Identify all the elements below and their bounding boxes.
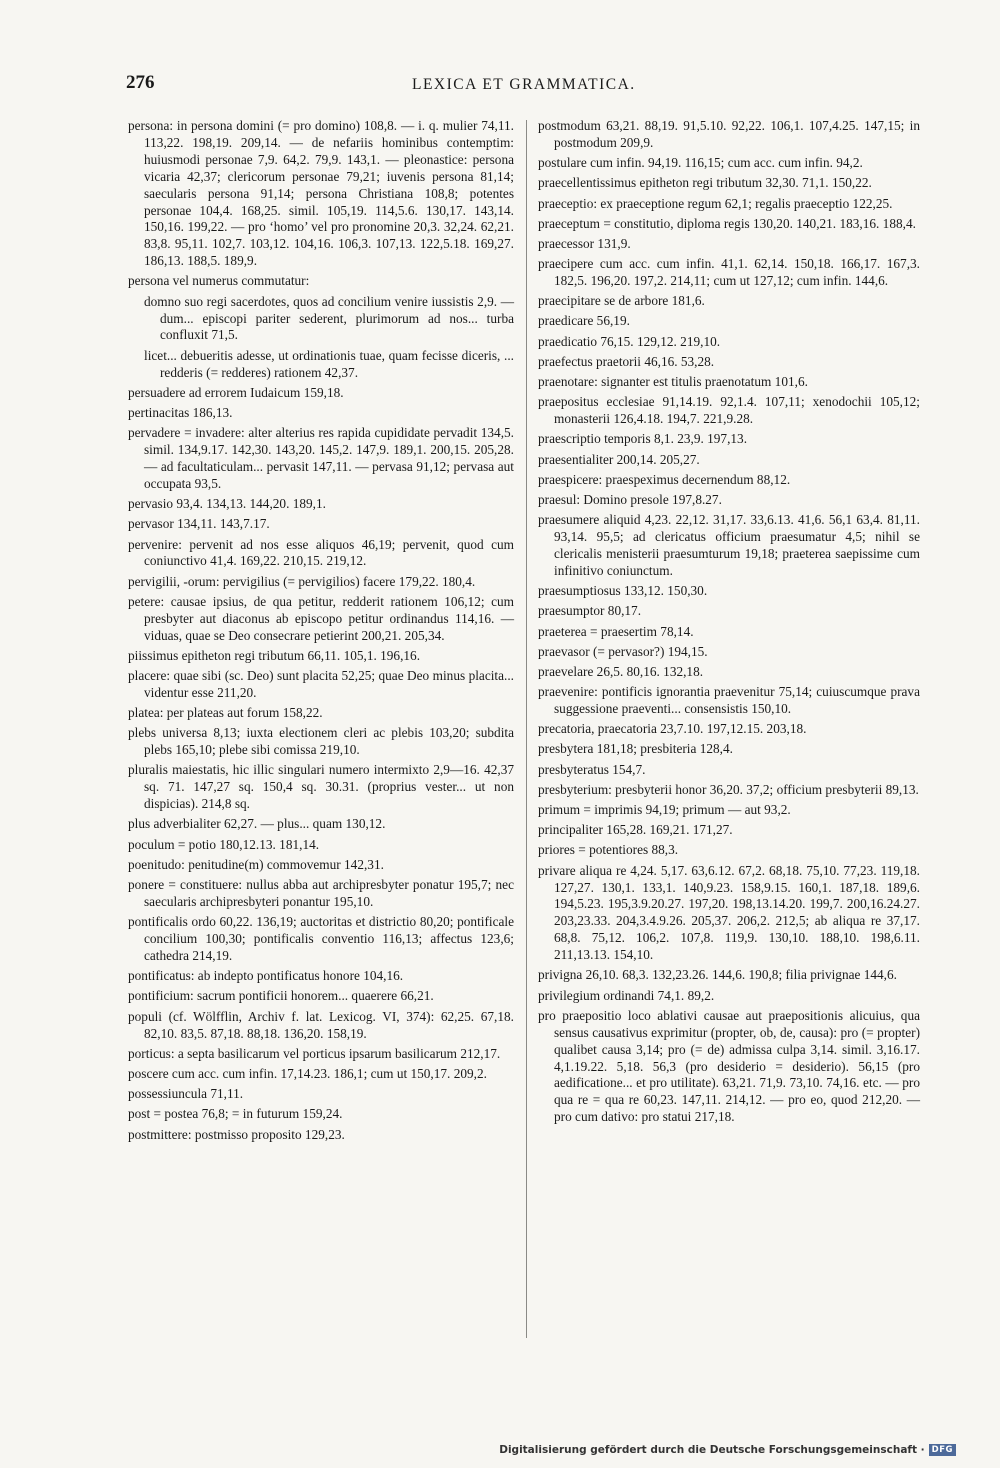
lexicon-entry: plebs universa 8,13; iuxta electionem cleri ac plebis 103,20; subdita plebs 165,10; plebe sibi comissa 219,10. (128, 725, 514, 758)
lexicon-entry: priores = potentiores 88,3. (538, 842, 679, 858)
lexicon-entry: plus adverbialiter 62,27. — plus... quam 130,12. (128, 816, 386, 832)
lexicon-entry: poculum = potio 180,12.13. 181,14. (128, 836, 320, 852)
lexicon-entry: poscere cum acc. cum infin. 17,14.23. 186,1; cum ut 150,17. 209,2. (128, 1065, 487, 1081)
lexicon-entry: praevasor (= pervasor?) 194,15. (538, 643, 708, 659)
lexicon-entry: praesumere aliquid 4,23. 22,12. 31,17. 33,6.13. 41,6. 56,1 63,4. 81,11. 93,14. 95,5; ad clericatus officium praesumatur 4,5; nihil se clericalis menisterii praesumturum 19,18; praeterea saepissime cum infinitivo coniunctum. (538, 512, 920, 578)
lexicon-entry: praecipitare se de arbore 181,6. (538, 293, 705, 309)
lexicon-entry: praedicare 56,19. (538, 313, 630, 329)
lexicon-entry: persuadere ad errorem Iudaicum 159,18. (128, 384, 344, 400)
lexicon-entry: postmodum 63,21. 88,19. 91,5.10. 92,22. 106,1. 107,4.25. 147,15; in postmodum 209,9. (538, 118, 920, 150)
lexicon-entry: praescriptio temporis 8,1. 23,9. 197,13. (538, 431, 748, 447)
lexicon-entry: porticus: a septa basilicarum vel porticus ipsarum basilicarum 212,17. (128, 1045, 501, 1061)
lexicon-entry: postulare cum infin. 94,19. 116,15; cum acc. cum infin. 94,2. (538, 155, 863, 171)
lexicon-entry: praecellentissimus epitheton regi tributum 32,30. 71,1. 150,22. (538, 175, 872, 191)
lexicon-entry: privare aliqua re 4,24. 5,17. 63,6.12. 67,2. 68,18. 75,10. 77,23. 119,18. 127,27. 130,1. 133,1. 140,9.23. 158,9.15. 160,1. 187,18. 189,6. 194,5.23. 195,3.9.20.27. 197,20. 198,13.14.20. 199,7. 200,16.24.27. 203,23.33. 204,3.4.9.26. 205,37. 206,2. 212,5; ab aliqua re 37,17. 68,8. 75,12. 106,2. 107,8. 119,9. 130,10. 188,10. 198,6.11. 211,13.13. 154,10. (538, 862, 920, 963)
lexicon-entry: praespicere: praespeximus decernendum 88,12. (538, 471, 791, 487)
lexicon-entry: persona vel numerus commutatur: (128, 273, 310, 289)
lexicon-entry: piissimus epitheton regi tributum 66,11. 105,1. 196,16. (128, 647, 421, 663)
lexicon-entry: pervadere = invadere: alter alterius res rapida cupididate pervadit 134,5. simil. 134,9.17. 142,30. 143,20. 145,2. 147,9. 189,1. 200,15. 205,28. — ad facultaticulam... pervasit 147,11. — pervasa 91,12; pervasa aut occupata 93,5. (128, 425, 514, 491)
lexicon-entry: persona: in persona domini (= pro domino) 108,8. — i. q. mulier 74,11. 113,22. 198,19. 209,14. — de nefariis hominibus contemptim: huiusmodi personae 7,9. 64,2. 79,9. 143,1. — pleonastice: persona vicaria 42,37; clericorum personae 79,21; iuvenis persona 81,14; saecularis persona 91,14; persona Christiana 108,8; potentes personae 104,4. 168,25. simil. 105,19. 114,5.6. 130,17. 143,14. 150,16. 199,22. — pro ‘homo’ vel pro pronomine 20,3. 32,24. 62,21. 83,8. 95,11. 102,7. 103,12. 104,16. 106,3. 107,13. 122,5.18. 169,27. 186,13. 188,5. 189,9. (128, 118, 514, 269)
lexicon-entry: poenitudo: penitudine(m) commovemur 142,31. (128, 856, 384, 872)
lexicon-entry: praecessor 131,9. (538, 235, 631, 251)
lexicon-entry: post = postea 76,8; = in futurum 159,24. (128, 1106, 343, 1122)
page-number: 276 (126, 72, 155, 93)
left-column (128, 118, 514, 1147)
dfg-logo: DFG (929, 1444, 956, 1456)
lexicon-entry: praeceptum = constitutio, diploma regis 130,20. 140,21. 183,16. 188,4. (538, 215, 916, 231)
lexicon-subentry: licet... debueritis adesse, ut ordinationis tuae, quam fecisse diceris, ... redderis (= redderes) rationem 42,37. (144, 347, 514, 380)
lexicon-entry: presbyterium: presbyterii honor 36,20. 37,2; officium presbyterii 89,13. (538, 781, 919, 797)
lexicon-entry: ponere = constituere: nullus abba aut archipresbyter ponatur 195,7; nec saecularis archipresbyteri ponantur 195,10. (128, 877, 514, 909)
running-head: LEXICA ET GRAMMATICA. (412, 76, 636, 93)
lexicon-entry: praesumptiosus 133,12. 150,30. (538, 583, 708, 599)
lexicon-entry: pro praepositio loco ablativi causae aut praepositionis alicuius, qua sensus causativus exprimitur (propter, ob, de, causa): pro (= propter) qualibet causa 3,14; pro (= de) admissa culpa 3,14. simil. 3,16.17. 4,1.19.22. 5,18. 56,3 (pro desiderio = desiderio). 56,15 (pro aedificatione... et pro utilitate). 63,21. 71,9. 73,10. 74,16. etc. — pro qua re = qua re 60,23. 147,11. 214,12. — pro eo, quod 212,20. — pro cum dativo: pro statui 217,18. (538, 1007, 920, 1125)
lexicon-entry: praevenire: pontificis ignorantia praevenitur 75,14; cuiuscumque prava suggessione praeventi... consensistis 150,10. (538, 684, 920, 717)
lexicon-entry: placere: quae sibi (sc. Deo) sunt placita 52,25; quae Deo minus placita... videntur esse 211,20. (128, 668, 514, 700)
lexicon-entry: primum = imprimis 94,19; primum — aut 93,2. (538, 802, 791, 818)
lexicon-entry: praedicatio 76,15. 129,12. 219,10. (538, 333, 721, 349)
lexicon-entry: postmittere: postmisso proposito 129,23. (128, 1126, 345, 1142)
lexicon-entry: praevelare 26,5. 80,16. 132,18. (538, 663, 704, 679)
lexicon-entry: privilegium ordinandi 74,1. 89,2. (538, 987, 715, 1003)
lexicon-entry: pluralis maiestatis, hic illic singulari numero intermixto 2,9—16. 42,37 sq. 71. 147,27 sq. 150,4 sq. 30.31. (proprius vester... ut non dispicias). 214,8 sq. (128, 762, 514, 812)
lexicon-entry: pervasio 93,4. 134,13. 144,20. 189,1. (128, 496, 326, 512)
lexicon-entry: platea: per plateas aut forum 158,22. (128, 705, 323, 721)
lexicon-entry: praenotare: signanter est titulis praenotatum 101,6. (538, 374, 808, 390)
lexicon-entry: privigna 26,10. 68,3. 132,23.26. 144,6. 190,8; filia privignae 144,6. (538, 967, 897, 983)
lexicon-entry: petere: causae ipsius, de qua petitur, redderit rationem 106,12; cum presbyter aut diaconus ab episcopo petitur ordinandus 114,16. — viduas, quae se Deo consecrare petierint 200,21. 205,34. (128, 593, 514, 643)
lexicon-entry: praecipere cum acc. cum infin. 41,1. 62,14. 150,18. 166,17. 167,3. 182,5. 196,20. 197,2. 214,11; cum ut 127,12; cum infin. 144,6. (538, 256, 920, 289)
lexicon-entry: praeceptio: ex praeceptione regum 62,1; regalis praeceptio 122,25. (538, 195, 893, 211)
right-column (538, 118, 920, 1129)
lexicon-entry: praefectus praetorii 46,16. 53,28. (538, 353, 715, 369)
lexicon-entry: pervigilii, -orum: pervigilius (= pervigilios) facere 179,22. 180,4. (128, 573, 476, 589)
footer (499, 1444, 956, 1456)
lexicon-entry: praesentialiter 200,14. 205,27. (538, 451, 700, 467)
lexicon-entry: praesul: Domino presole 197,8.27. (538, 491, 722, 507)
lexicon-entry: praepositus ecclesiae 91,14.19. 92,1.4. 107,11; xenodochii 105,12; monasterii 126,4.18. 194,7. 221,9.28. (538, 394, 920, 427)
lexicon-subentry: domno suo regi sacerdotes, quos ad concilium venire iussistis 2,9. — dum... episcopi pariter sederent, plurimorum ad nos... turba confluxit 71,5. (144, 293, 514, 343)
footer-credit: Digitalisierung gefördert durch die Deutsche Forschungsgemeinschaft · (499, 1444, 925, 1456)
lexicon-entry: precatoria, praecatoria 23,7.10. 197,12.15. 203,18. (538, 721, 807, 737)
lexicon-entry: praesumptor 80,17. (538, 603, 642, 619)
lexicon-entry: presbytera 181,18; presbiteria 128,4. (538, 741, 733, 757)
column-divider (526, 120, 527, 1338)
lexicon-entry: pontificium: sacrum pontificii honorem... quaerere 66,21. (128, 988, 434, 1004)
lexicon-entry: pervasor 134,11. 143,7.17. (128, 516, 270, 532)
lexicon-entry: populi (cf. Wölfflin, Archiv f. lat. Lexicog. VI, 374): 62,25. 67,18. 82,10. 83,5. 87,18. 88,18. 136,20. 158,19. (128, 1008, 514, 1041)
lexicon-entry: presbyteratus 154,7. (538, 761, 646, 777)
lexicon-entry: pontificalis ordo 60,22. 136,19; auctoritas et districtio 80,20; pontificale concilium 100,30; pontificalis conventio 116,13; affectus 123,6; cathedra 214,19. (128, 914, 514, 964)
lexicon-entry: possessiuncula 71,11. (128, 1086, 244, 1102)
lexicon-entry: pervenire: pervenit ad nos esse aliquos 46,19; pervenit, quod cum coniunctivo 41,4. 169,22. 210,15. 219,12. (128, 536, 514, 569)
lexicon-entry: pontificatus: ab indepto pontificatus honore 104,16. (128, 968, 404, 984)
lexicon-entry: praeterea = praesertim 78,14. (538, 623, 694, 639)
lexicon-entry: principaliter 165,28. 169,21. 171,27. (538, 822, 733, 838)
lexicon-entry: pertinacitas 186,13. (128, 404, 233, 420)
